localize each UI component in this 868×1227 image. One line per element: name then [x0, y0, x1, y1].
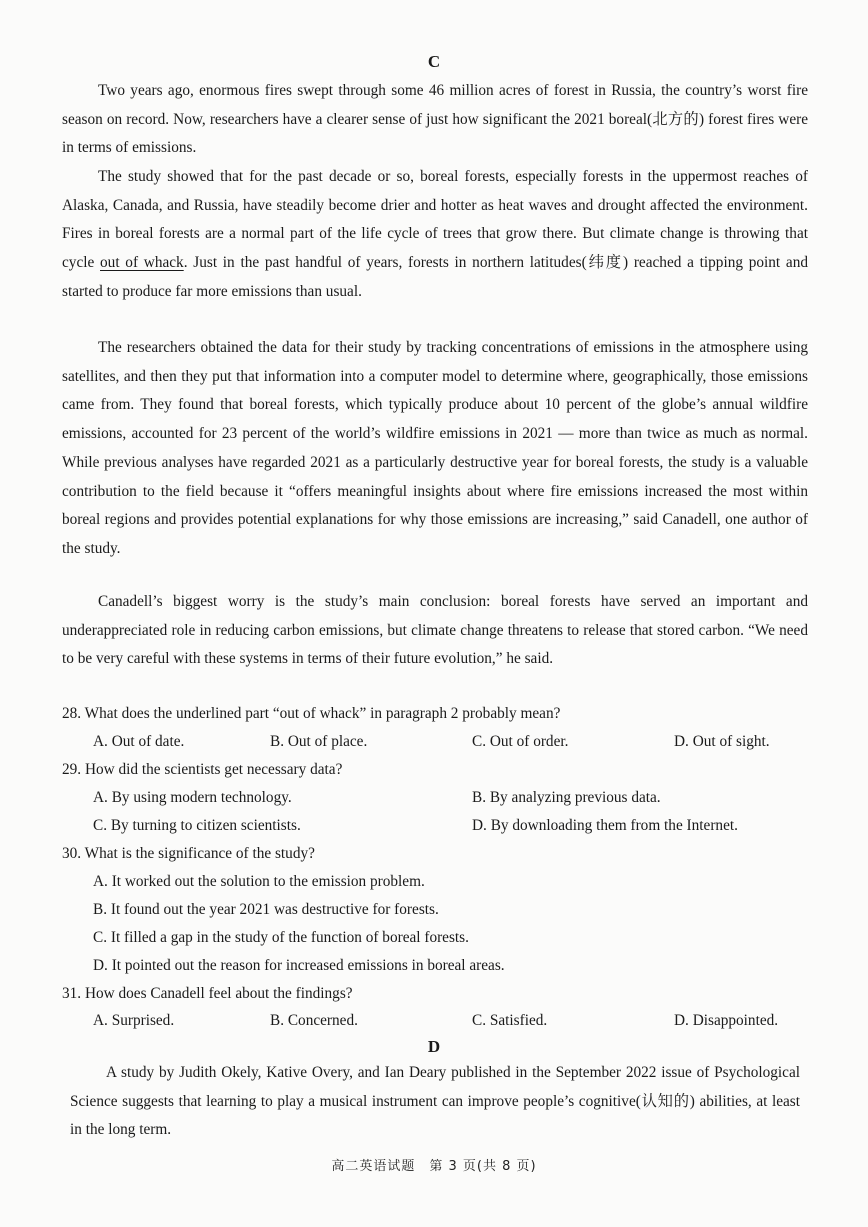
section-c-title: C — [427, 52, 441, 71]
question-31-option-c: C. Satisfied. — [472, 1012, 548, 1029]
question-29-option-d: D. By downloading them from the Internet. — [472, 817, 738, 834]
paragraph-text: Canadell’s biggest worry is the study’s main conclusion: boreal forests have served an important and underappreciated role in reducing carbon emissions, but climate change threatens to release that stored carbon. “We need to be very careful with these systems in terms of their future evolution,” he said. — [62, 593, 808, 668]
question-30-option-a: A. It worked out the solution to the emission problem. — [93, 873, 425, 890]
question-28-stem: 28. What does the underlined part “out of whack” in paragraph 2 probably mean? — [62, 705, 561, 722]
question-28-option-c: C. Out of order. — [472, 733, 569, 750]
question-31-option-b: B. Concerned. — [270, 1012, 358, 1029]
underlined-phrase: out of whack — [100, 254, 184, 272]
paragraph-text: . Just in the past handful of years, forests in northern latitudes(纬度) reached a tipping point and started to produce far more emissions than usual. — [62, 254, 808, 300]
paragraph-text: The study showed that for the past decade or so, boreal forests, especially forests in the uppermost reaches of Alaska, Canada, and Russia, have steadily become drier and hotter as heat waves and drought affected the environment. Fires in boreal forests are a normal part of the life cycle of trees that grow there. But climate change is throwing that cycle — [62, 168, 808, 272]
page-footer: 高二英语试题 第 3 页(共 8 页) — [331, 1159, 537, 1174]
question-29-option-c: C. By turning to citizen scientists. — [93, 817, 301, 834]
paragraph-text: A study by Judith Okely, Kative Overy, and Ian Deary published in the September 2022 issue of Psychological Science suggests that learning to play a musical instrument can improve people’s cognitive(认知的) abilities, at least in the long term. — [70, 1064, 800, 1139]
question-30-option-d: D. It pointed out the reason for increased emissions in boreal areas. — [93, 957, 505, 974]
question-29-option-b: B. By analyzing previous data. — [472, 789, 661, 806]
section-d-title: D — [427, 1037, 441, 1056]
question-29-stem: 29. How did the scientists get necessary data? — [62, 761, 343, 778]
question-28-option-d: D. Out of sight. — [674, 733, 770, 750]
question-31-stem: 31. How does Canadell feel about the findings? — [62, 985, 353, 1002]
question-28-option-a: A. Out of date. — [93, 733, 185, 750]
paragraph-text: Two years ago, enormous fires swept through some 46 million acres of forest in Russia, the country’s worst fire season on record. Now, researchers have a clearer sense of just how significant the 2021 boreal(北方的) forest fires were in terms of emissions. — [62, 82, 808, 157]
question-30-stem: 30. What is the significance of the study? — [62, 845, 315, 862]
question-29-option-a: A. By using modern technology. — [93, 789, 292, 806]
passage-d-paragraph-1 — [70, 1059, 800, 1145]
question-31-option-a: A. Surprised. — [93, 1012, 175, 1029]
passage-c-paragraph-1 — [62, 77, 808, 163]
passage-c-paragraph-4 — [62, 588, 808, 674]
passage-c-paragraph-3 — [62, 334, 808, 564]
question-30-option-b: B. It found out the year 2021 was destructive for forests. — [93, 901, 439, 918]
question-31-option-d: D. Disappointed. — [674, 1012, 779, 1029]
question-28-option-b: B. Out of place. — [270, 733, 368, 750]
question-30-option-c: C. It filled a gap in the study of the function of boreal forests. — [93, 929, 469, 946]
passage-c-paragraph-2 — [62, 163, 808, 307]
paragraph-text: The researchers obtained the data for their study by tracking concentrations of emissions in the atmosphere using satellites, and then they put that information into a computer model to determine where, geographically, those emissions came from. They found that boreal forests, which typically produce about 10 percent of the globe’s annual wildfire emissions, accounted for 23 percent of the world’s wildfire emissions in 2021 — more than twice as much as normal. While previous analyses have regarded 2021 as a particularly destructive year for boreal forests, the study is a valuable contribution to the field because it “offers meaningful insights about where fire emissions increased the most within boreal regions and provides potential explanations for why those emissions are increasing,” said Canadell, one author of the study. — [62, 339, 808, 557]
